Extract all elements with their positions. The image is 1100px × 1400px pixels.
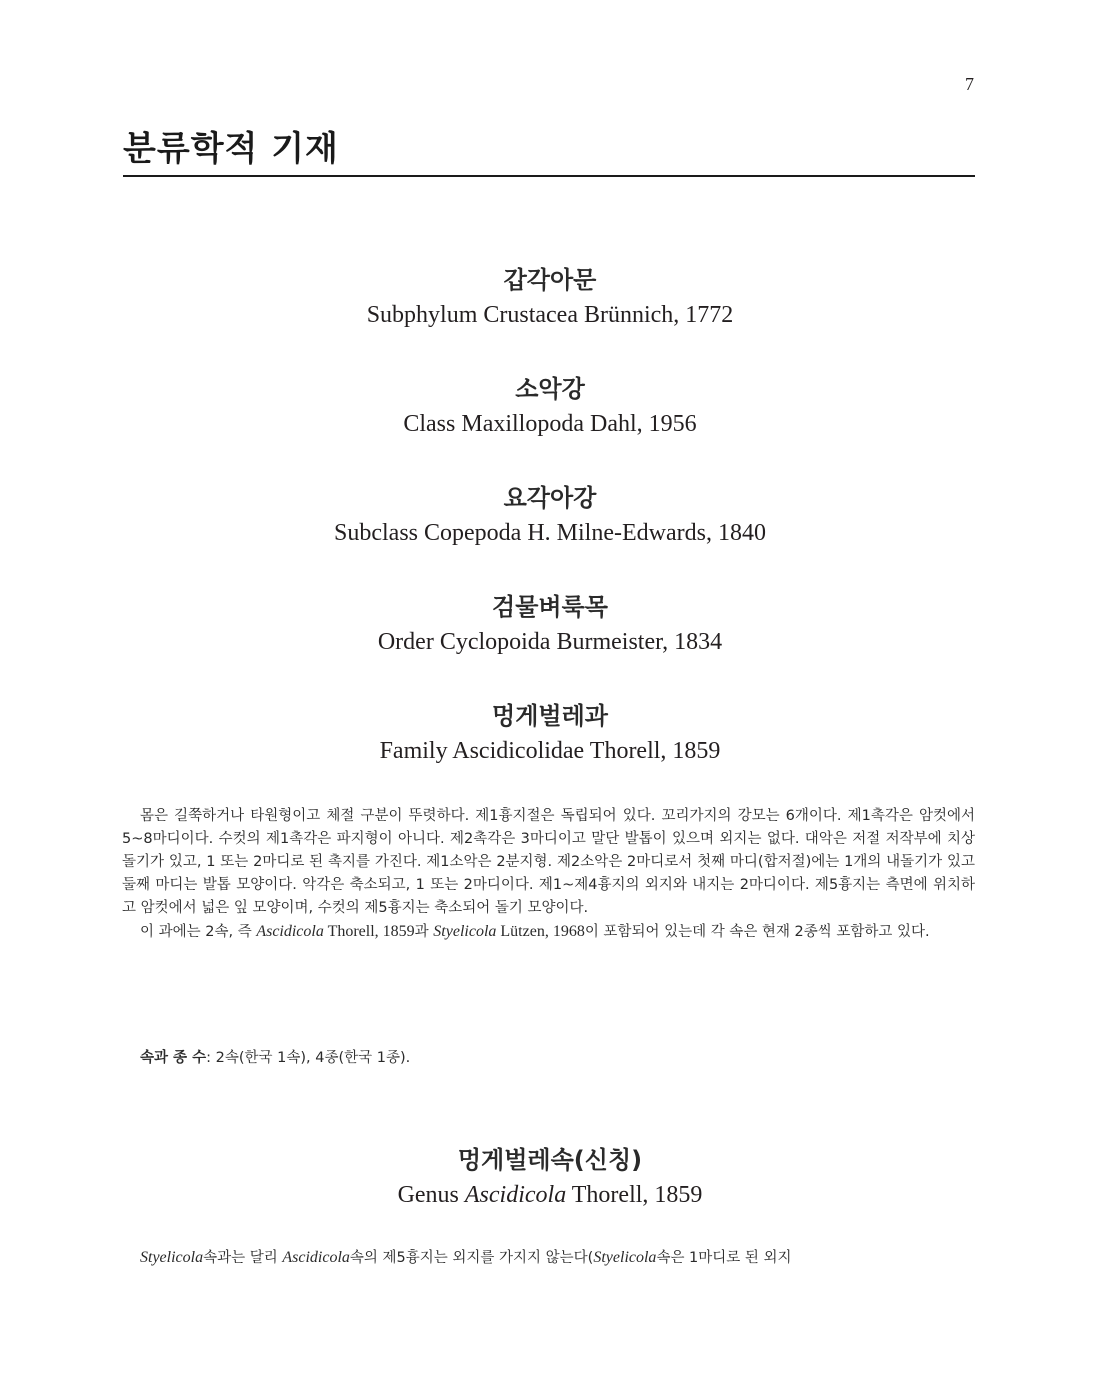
taxon-scientific-name: Order Cyclopoida Burmeister, 1834 [377,629,723,655]
genera-species-count [140,1047,410,1070]
family-genera-paragraph [122,920,975,944]
text-span: 속은 1마디로 된 외지 [656,1250,792,1266]
taxon-korean-name: 멍게벌레속(신칭) [457,1146,643,1174]
taxon-korean-name: 검물벼룩목 [492,593,608,621]
author-year: Thorell, 1859 [323,923,415,940]
genus-name: Ascidicola [256,923,324,940]
taxon-order [0,589,1100,659]
taxon-class [0,371,1100,441]
taxon-family [0,698,1100,768]
rank-prefix: Genus [397,1182,465,1208]
text-span: 속과는 달리 [203,1250,283,1266]
taxon-scientific-name [0,1178,1100,1212]
taxon-genus [0,1142,1100,1212]
genus-citation [433,923,585,940]
family-description-paragraph: 몸은 길쭉하거나 타원형이고 체절 구분이 뚜렷하다. 제1흉지절은 독립되어 있다. 꼬리가지의 강모는 6개이다. 제1촉각은 암컷에서 5~8마디이다. 수컷의 제1촉각은 파지형이 아니다. 제2촉각은 3마디이고 말단 발톱이 있으며 외지는 없다. 대악은 저절 저작부에 치상돌기가 있고, 1 또는 2마디로 된 촉지를 가진다. 제1소악은 2분지형. 제2소악은 2마디로서 첫째 마디(합저절)에는 1개의 내돌기가 있고 둘째 마디는 발톱 모양이다. 악각은 축소되고, 1 또는 2마디이다. 제1~제4흉지의 외지와 내지는 2마디이다. 제5흉지는 측면에 위치하고 암컷에서 넓은 잎 모양이며, 수컷의 제5흉지는 축소되어 돌기 모양이다. [122,808,975,916]
genus-name: Ascidicola [464,1182,567,1208]
taxon-korean-name: 소악강 [515,375,585,403]
chapter-title: 분류학적 기재 [123,129,339,169]
count-value: : 2속(한국 1속), 4종(한국 1종). [206,1050,411,1066]
taxon-scientific-name: Subclass Copepoda H. Milne-Edwards, 1840 [334,520,766,546]
genus-name: Styelicola [140,1249,204,1266]
taxon-scientific-name: Subphylum Crustacea Brünnich, 1772 [366,302,734,328]
taxon-subclass [0,480,1100,550]
genus-description [140,1246,980,1270]
count-label: 속과 종 수 [140,1050,207,1066]
genus-citation [256,923,414,940]
page-number: 7 [965,74,974,94]
taxon-korean-name: 멍게벌레과 [492,702,608,730]
genus-name: Styelicola [433,923,497,940]
taxon-korean-name: 요각아강 [503,484,597,512]
genus-name: Ascidicola [282,1249,350,1266]
family-description [122,805,975,944]
text-span: 속의 제5흉지는 외지를 가지지 않는다( [349,1250,594,1266]
text-span: 과 [414,924,434,940]
text-span: 이 포함되어 있는데 각 속은 현재 2종씩 포함하고 있다. [584,924,930,940]
text-span: 이 과에는 2속, 즉 [140,924,257,940]
genus-name: Styelicola [593,1249,657,1266]
author-year: Thorell, 1859 [566,1182,703,1208]
taxon-scientific-name: Class Maxillopoda Dahl, 1956 [403,411,697,437]
taxon-korean-name: 갑각아문 [503,266,597,294]
chapter-rule [123,175,975,177]
taxon-scientific-name: Family Ascidicolidae Thorell, 1859 [379,738,721,764]
taxon-subphylum [0,262,1100,332]
author-year: Lützen, 1968 [496,923,585,940]
